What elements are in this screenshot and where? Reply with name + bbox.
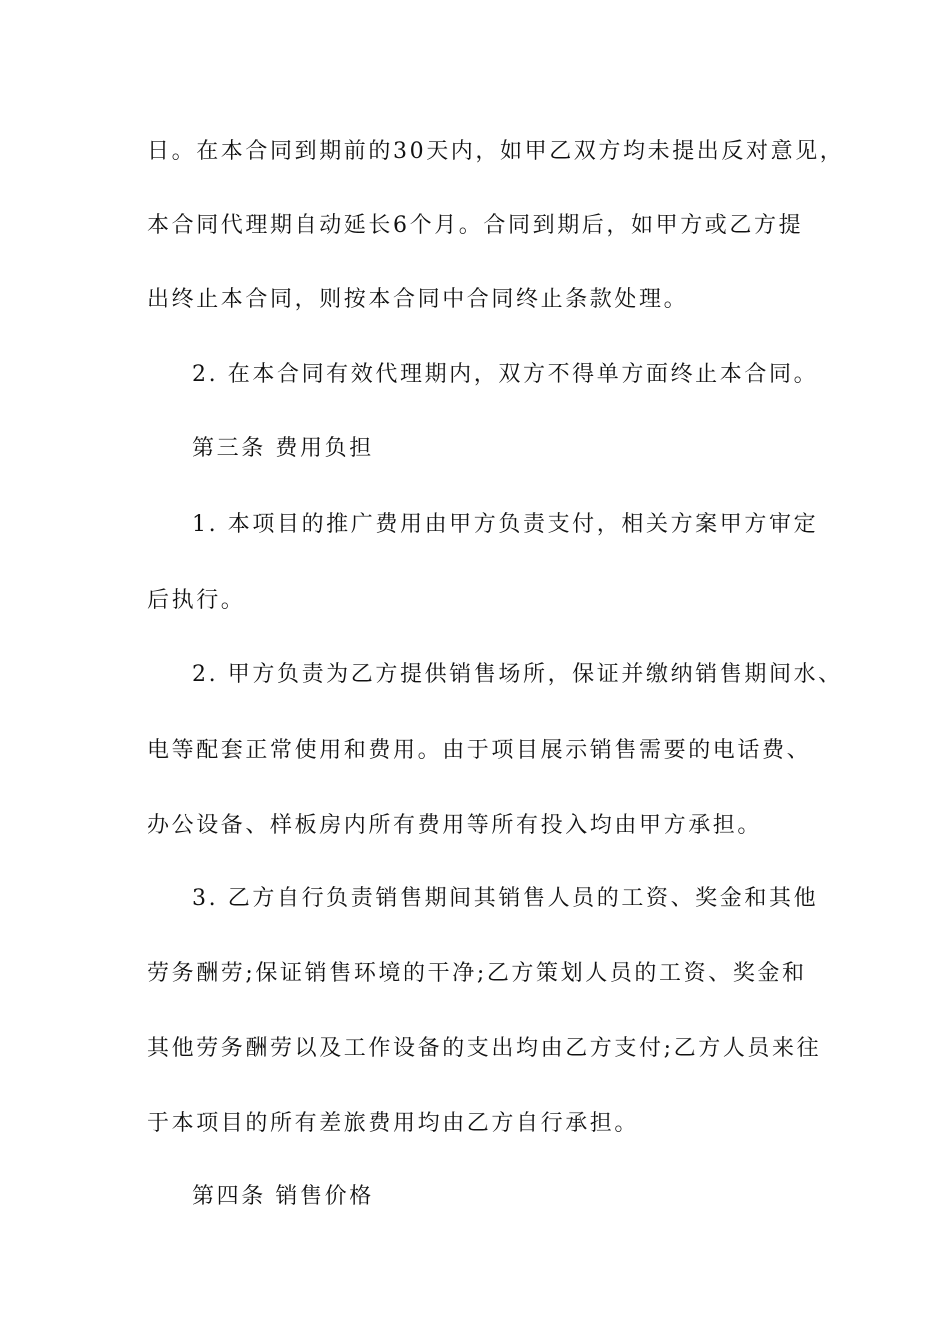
text-line: 办公设备、样板房内所有费用等所有投入均由甲方承担。 <box>147 813 763 838</box>
text-line: 出终止本合同，则按本合同中合同终止条款处理。 <box>147 287 689 312</box>
text-line: 于本项目的所有差旅费用均由乙方自行承担。 <box>147 1111 640 1136</box>
text-line: 劳务酬劳;保证销售环境的干净;乙方策划人员的工资、奖金和 <box>147 961 807 986</box>
text-line: 本合同代理期自动延长6个月。合同到期后，如甲方或乙方提 <box>147 213 804 238</box>
section-heading: 第四条 销售价格 <box>192 1184 374 1209</box>
text-line: 日。在本合同到期前的30天内，如甲乙双方均未提出反对意见， <box>147 139 845 164</box>
text-line: 其他劳务酬劳以及工作设备的支出均由乙方支付;乙方人员来往 <box>147 1036 822 1061</box>
text-line: 电等配套正常使用和费用。由于项目展示销售需要的电话费、 <box>147 738 812 763</box>
list-item-text: 1. 本项目的推广费用由甲方负责支付，相关方案甲方审定 <box>192 512 819 537</box>
list-item-text: 2. 甲方负责为乙方提供销售场所，保证并缴纳销售期间水、 <box>192 662 843 687</box>
list-item-text: 2. 在本合同有效代理期内，双方不得单方面终止本合同。 <box>192 362 819 387</box>
list-item-text: 3. 乙方自行负责销售期间其销售人员的工资、奖金和其他 <box>192 886 819 911</box>
section-heading: 第三条 费用负担 <box>192 436 374 461</box>
text-line: 后执行。 <box>147 588 246 613</box>
